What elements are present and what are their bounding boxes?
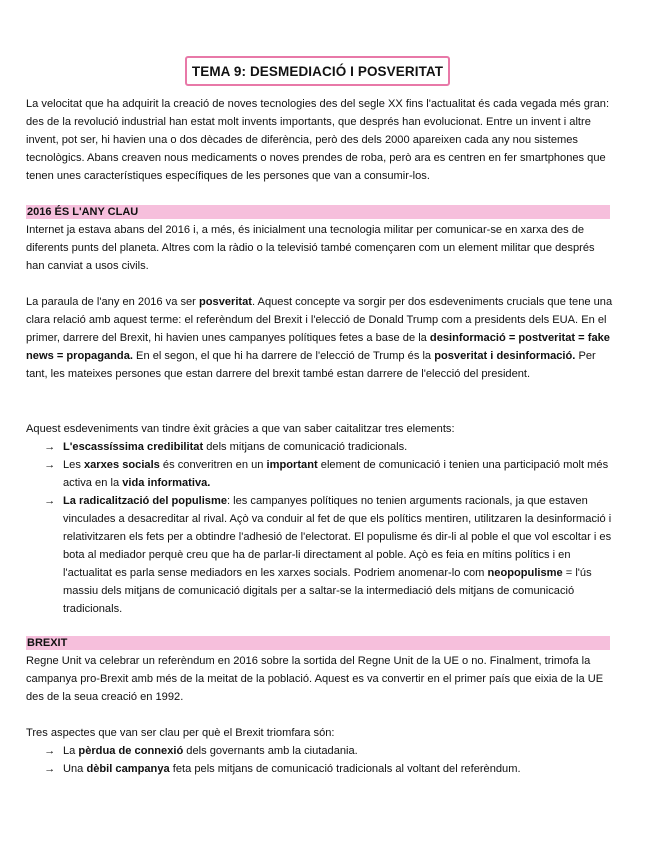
bold-term: xarxes socials — [83, 459, 160, 471]
list-item — [26, 492, 614, 618]
section1-paragraph-1: Internet ja estava abans del 2016 i, a més, és inicialment una tecnologia militar per comunicar-se en xarxa des de diferents punts del planeta. Altres com la ràdio o la televisió també començaren com un element militar que després han canviat a usos civils. — [26, 224, 595, 272]
arrow-icon: → — [44, 763, 56, 775]
bold-term-equation: desinformació = postveritat = fake news = propaganda. — [26, 332, 610, 362]
bold-term: La radicalització del populisme — [63, 495, 227, 507]
text-run: Per tant, les mateixes persones que estan darrere del brexit també estan darrere de l'elecció del president. — [26, 350, 596, 380]
bold-term: dèbil campanya — [86, 763, 170, 775]
intro-paragraph: La velocitat que ha adquirit la creació de noves tecnologies des del segle XX fins l'actualitat és cada vegada més gran: des de la revolució industrial han estat molt invents importants, que després han evolucionat. Entre un invent i altre invent, pot ser, hi havien una o dos dècades de diferència, però des dels 2000 apareixen cada any nou sistemes tecnològics. Abans creaven nous medicaments o noves prendes de roba, però ara es centren en fer smartphones que tenen unes característiques específiques de les persones que van a consumir-los. — [26, 98, 610, 182]
bold-term: L'escassíssima credibilitat — [63, 441, 204, 453]
bold-term-posveritat: posveritat — [198, 296, 252, 308]
section1-paragraph-3: Aquest esdeveniments van tindre èxit gràcies a que van saber caitalitzar tres elements: — [26, 423, 455, 435]
text-run: : les campanyes polítiques no tenien arguments racionals, ja que estaven vinculades a desacreditar al rival. Açò va conduir al fet de que els polítics mentiren, utilitzaren la desinformació i relativitzaren els fets per a obtindre l'adhesió de l'electorat. El populisme és dir-li al poble el que vol escoltar i es bota al mediador perquè creu que ha de parlar-li directament al poble. Açò es feia en mítins polítics i en l'actualitat es parla sense mediadors en les xarxes socials. Podriem anomenar-lo com — [63, 495, 612, 579]
section2-paragraph-1: Regne Unit va celebrar un referèndum en 2016 sobre la sortida del Regne Unit de la UE o no. Finalment, trimofa la campanya pro-Brexit amb més de la meitat de la població. Aquest es va convertir en el primer país que eixia de la UE des de la seua creació en 1992. — [26, 655, 604, 703]
bold-term: vida informativa. — [122, 477, 211, 489]
arrow-icon: → — [44, 441, 56, 453]
list-item — [26, 742, 614, 760]
text-run: Una — [63, 763, 87, 775]
page-title: TEMA 9: DESMEDIACIÓ I POSVERITAT — [185, 56, 450, 86]
text-run: dels mitjans de comunicació tradicionals. — [203, 441, 408, 453]
text-run: . Aquest concepte va sorgir per dos esdeveniments crucials que tene una clara relació amb aquest terme: el referèndum del Brexit i l'elecció de Donald Trump com a presidents dels EUA. En el primer, darrere del Brexit, hi havien unes campanyes polítiques fetes a base de la — [26, 296, 613, 344]
bold-term-neopopulisme: neopopulisme — [487, 567, 563, 579]
text-run: element de comunicació i tenien una participació molt més activa en la — [63, 459, 609, 489]
section-heading-2016: 2016 ÉS L'ANY CLAU — [26, 205, 610, 219]
section1-bullet-list — [26, 438, 614, 618]
bold-term-posveritat-desinformacio: posveritat i desinformació. — [434, 350, 576, 362]
bold-term: important — [266, 459, 318, 471]
text-run: és converitren en un — [159, 459, 267, 471]
text-run: Les — [63, 459, 84, 471]
arrow-icon: → — [44, 495, 56, 507]
arrow-icon: → — [44, 459, 56, 471]
text-run: = l'ús massiu dels mitjans de comunicació digitals per a saltar-se la intermediació dels mitjans de comunicació tradicionals. — [63, 567, 592, 615]
section1-paragraph-2 — [26, 293, 614, 383]
section-heading-brexit: BREXIT — [26, 636, 610, 650]
bold-term: pèrdua de connexió — [78, 745, 184, 757]
list-item — [26, 438, 614, 456]
text-run: En el segon, el que hi ha darrere de l'elecció de Trump és la — [132, 350, 435, 362]
text-run: La paraula de l'any en 2016 va ser — [26, 296, 199, 308]
arrow-icon: → — [44, 745, 56, 757]
section2-paragraph-2: Tres aspectes que van ser clau per què el Brexit triomfara són: — [26, 727, 335, 739]
list-item — [26, 456, 614, 492]
text-run: La — [63, 745, 79, 757]
text-run: dels governants amb la ciutadania. — [183, 745, 358, 757]
list-item — [26, 760, 614, 778]
section2-bullet-list — [26, 742, 614, 778]
text-run: feta pels mitjans de comunicació tradicionals al voltant del referèndum. — [169, 763, 521, 775]
